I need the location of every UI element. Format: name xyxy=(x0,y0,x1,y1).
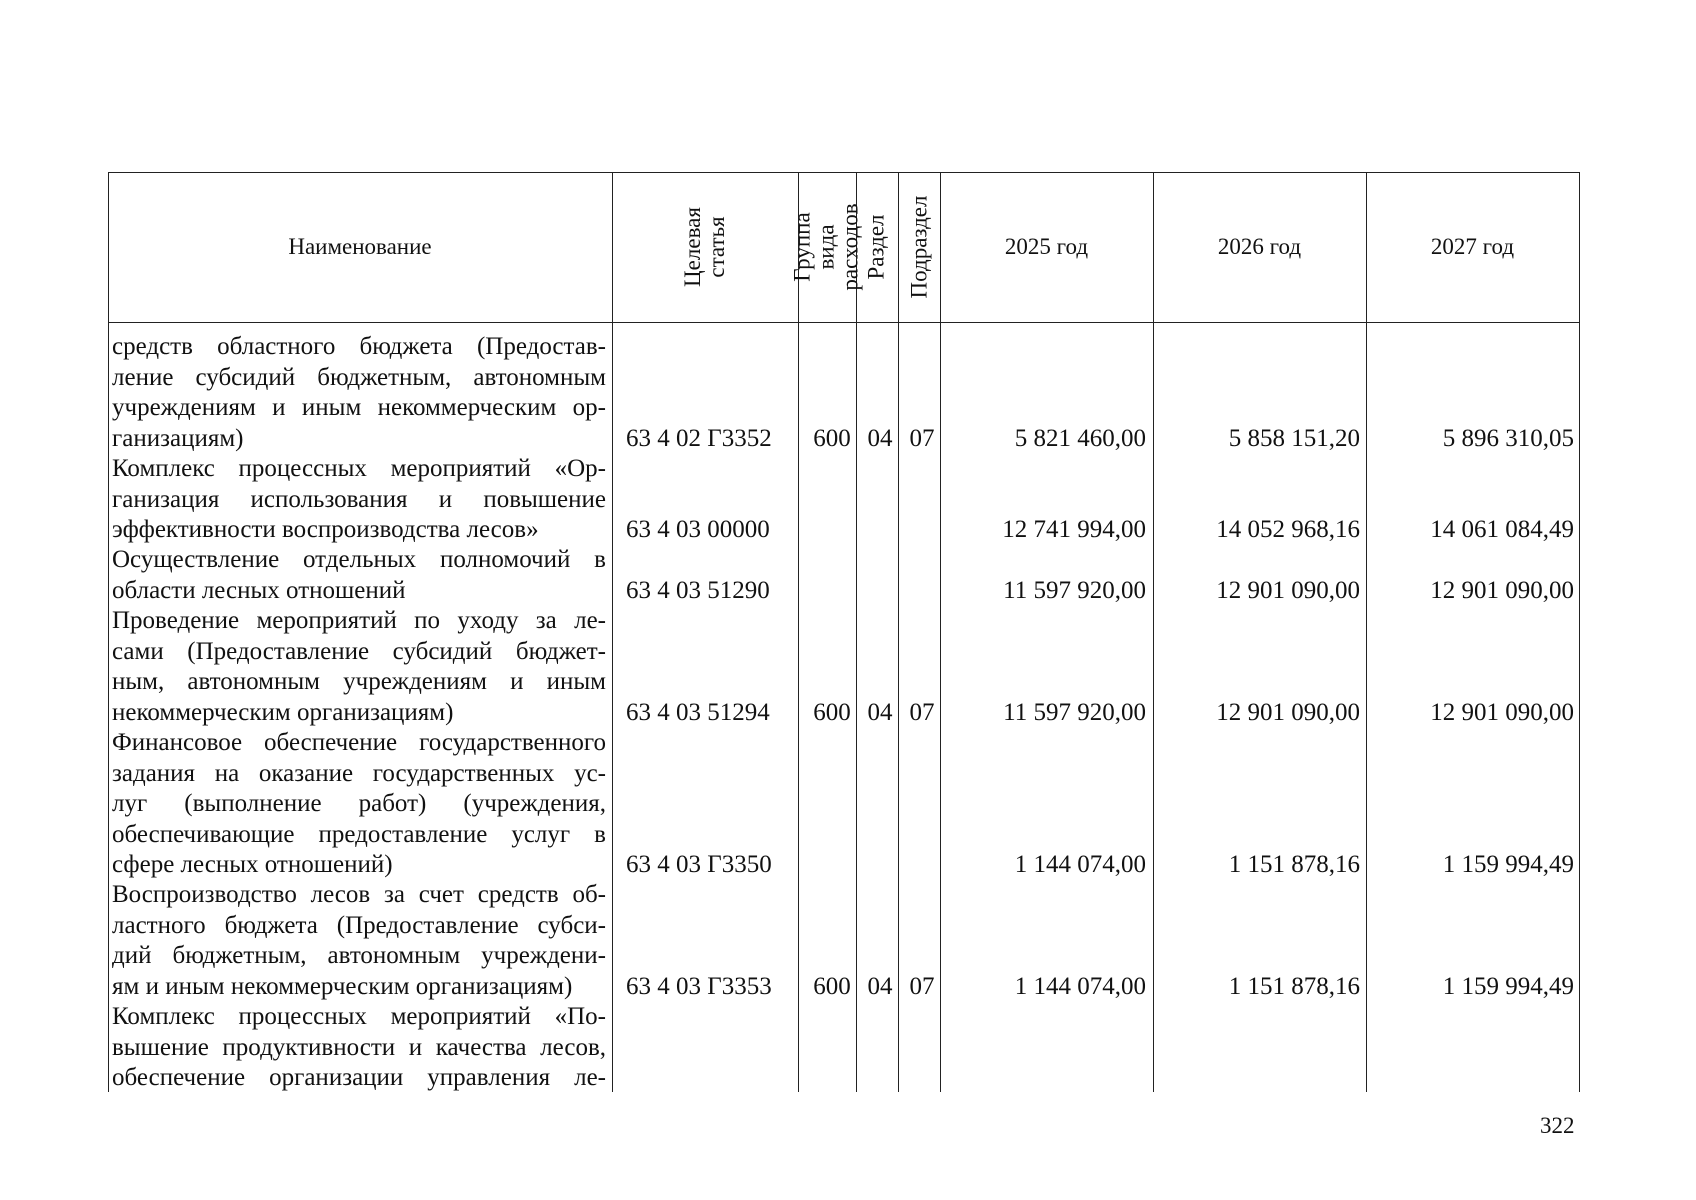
row-2027: 5 896 310,05 xyxy=(1442,425,1574,452)
row-2027: 12 901 090,00 xyxy=(1430,577,1574,604)
name-line: Осуществление отдельных полномочий в xyxy=(112,546,606,573)
header-subsection xyxy=(898,172,940,322)
row-2025: 1 144 074,00 xyxy=(1014,973,1146,1000)
name-line: Проведение мероприятий по уходу за ле- xyxy=(112,607,606,634)
header-bottom-border xyxy=(108,322,1580,323)
row-2027: 1 159 994,49 xyxy=(1442,851,1574,878)
header-group-text: Группа вида расходов xyxy=(790,203,864,291)
row-subsection: 07 xyxy=(909,425,935,452)
name-line: учреждениям и иным некоммерческим ор- xyxy=(112,394,606,421)
header-2026: 2026 год xyxy=(1217,234,1302,259)
budget-table xyxy=(108,172,1580,1092)
header-target-text: Целевая статья xyxy=(680,207,729,287)
row-name xyxy=(108,454,610,546)
name-line: некоммерческим организациям) xyxy=(112,698,454,726)
name-line: ластного бюджета (Предоставление субси- xyxy=(112,911,606,939)
row-name xyxy=(108,545,610,606)
row-name xyxy=(108,606,610,728)
row-target-code: 63 4 03 Г3350 xyxy=(626,851,772,878)
name-line: ям и иным некоммерческим организациям) xyxy=(112,972,573,1000)
row-2026: 14 052 968,16 xyxy=(1216,516,1360,543)
name-line: сфере лесных отношений) xyxy=(112,851,393,878)
row-name xyxy=(108,728,610,881)
row-target-code: 63 4 03 51290 xyxy=(626,577,770,604)
row-2027: 1 159 994,49 xyxy=(1442,973,1574,1000)
header-group xyxy=(790,172,864,322)
name-line: области лесных отношений xyxy=(112,576,406,604)
row-name xyxy=(108,332,610,454)
row-2026: 1 151 878,16 xyxy=(1228,851,1360,878)
row-2025: 12 741 994,00 xyxy=(1002,516,1146,543)
name-line: луг (выполнение работ) (учреждения, xyxy=(112,790,606,817)
name-line: Комплекс процессных мероприятий «По- xyxy=(112,1003,606,1030)
row-target-code: 63 4 03 Г3353 xyxy=(626,973,772,1000)
row-section: 04 xyxy=(867,699,893,726)
row-section: 04 xyxy=(867,973,893,1000)
name-line: эффективности воспроизводства лесов» xyxy=(112,516,539,543)
header-target xyxy=(612,172,798,322)
name-line: дий бюджетным, автономным учреждени- xyxy=(112,942,606,969)
row-2025: 1 144 074,00 xyxy=(1014,851,1146,878)
name-line: Комплекс процессных мероприятий «Ор- xyxy=(112,455,606,482)
row-2026: 12 901 090,00 xyxy=(1216,577,1360,604)
row-2025: 11 597 920,00 xyxy=(1003,577,1146,604)
header-name: Наименование xyxy=(288,234,432,259)
name-line: ление субсидий бюджетным, автономным xyxy=(112,363,606,391)
row-group: 600 xyxy=(813,699,851,726)
name-line: Финансовое обеспечение государственного xyxy=(112,729,606,756)
name-line: вышение продуктивности и качества лесов, xyxy=(112,1033,606,1061)
name-line: Воспроизводство лесов за счет средств об- xyxy=(112,881,606,908)
col-border-right xyxy=(1579,172,1580,1092)
name-line: ганизациям) xyxy=(112,424,244,452)
name-line: обеспечение организации управления ле- xyxy=(112,1064,606,1091)
header-section-text: Раздел xyxy=(864,214,889,280)
name-line: обеспечивающие предоставление услуг в xyxy=(112,820,606,848)
row-target-code: 63 4 03 00000 xyxy=(626,516,770,543)
page-number: 322 xyxy=(1540,1113,1575,1138)
header-subsection-text: Подраздел xyxy=(906,195,932,299)
row-target-code: 63 4 03 51294 xyxy=(626,699,770,726)
row-name xyxy=(108,880,610,1002)
row-subsection: 07 xyxy=(909,973,935,1000)
name-line: ганизация использования и повышение xyxy=(112,485,606,513)
row-group: 600 xyxy=(813,973,851,1000)
row-target-code: 63 4 02 Г3352 xyxy=(626,425,772,452)
header-section xyxy=(856,172,898,322)
row-group: 600 xyxy=(813,425,851,452)
row-2025: 11 597 920,00 xyxy=(1003,699,1146,726)
name-line: сами (Предоставление субсидий бюджет- xyxy=(112,637,606,665)
row-2027: 12 901 090,00 xyxy=(1430,699,1574,726)
header-2025: 2025 год xyxy=(1004,234,1089,259)
row-2027: 14 061 084,49 xyxy=(1430,516,1574,543)
row-section: 04 xyxy=(867,425,893,452)
row-name xyxy=(108,1002,610,1094)
name-line: средств областного бюджета (Предостав- xyxy=(112,333,606,360)
row-2026: 5 858 151,20 xyxy=(1228,425,1360,452)
row-2026: 1 151 878,16 xyxy=(1228,973,1360,1000)
name-line: задания на оказание государственных ус- xyxy=(112,759,606,787)
row-subsection: 07 xyxy=(909,699,935,726)
header-2027: 2027 год xyxy=(1430,234,1515,259)
row-2026: 12 901 090,00 xyxy=(1216,699,1360,726)
row-2025: 5 821 460,00 xyxy=(1014,425,1146,452)
name-line: ным, автономным учреждениям и иным xyxy=(112,668,606,695)
